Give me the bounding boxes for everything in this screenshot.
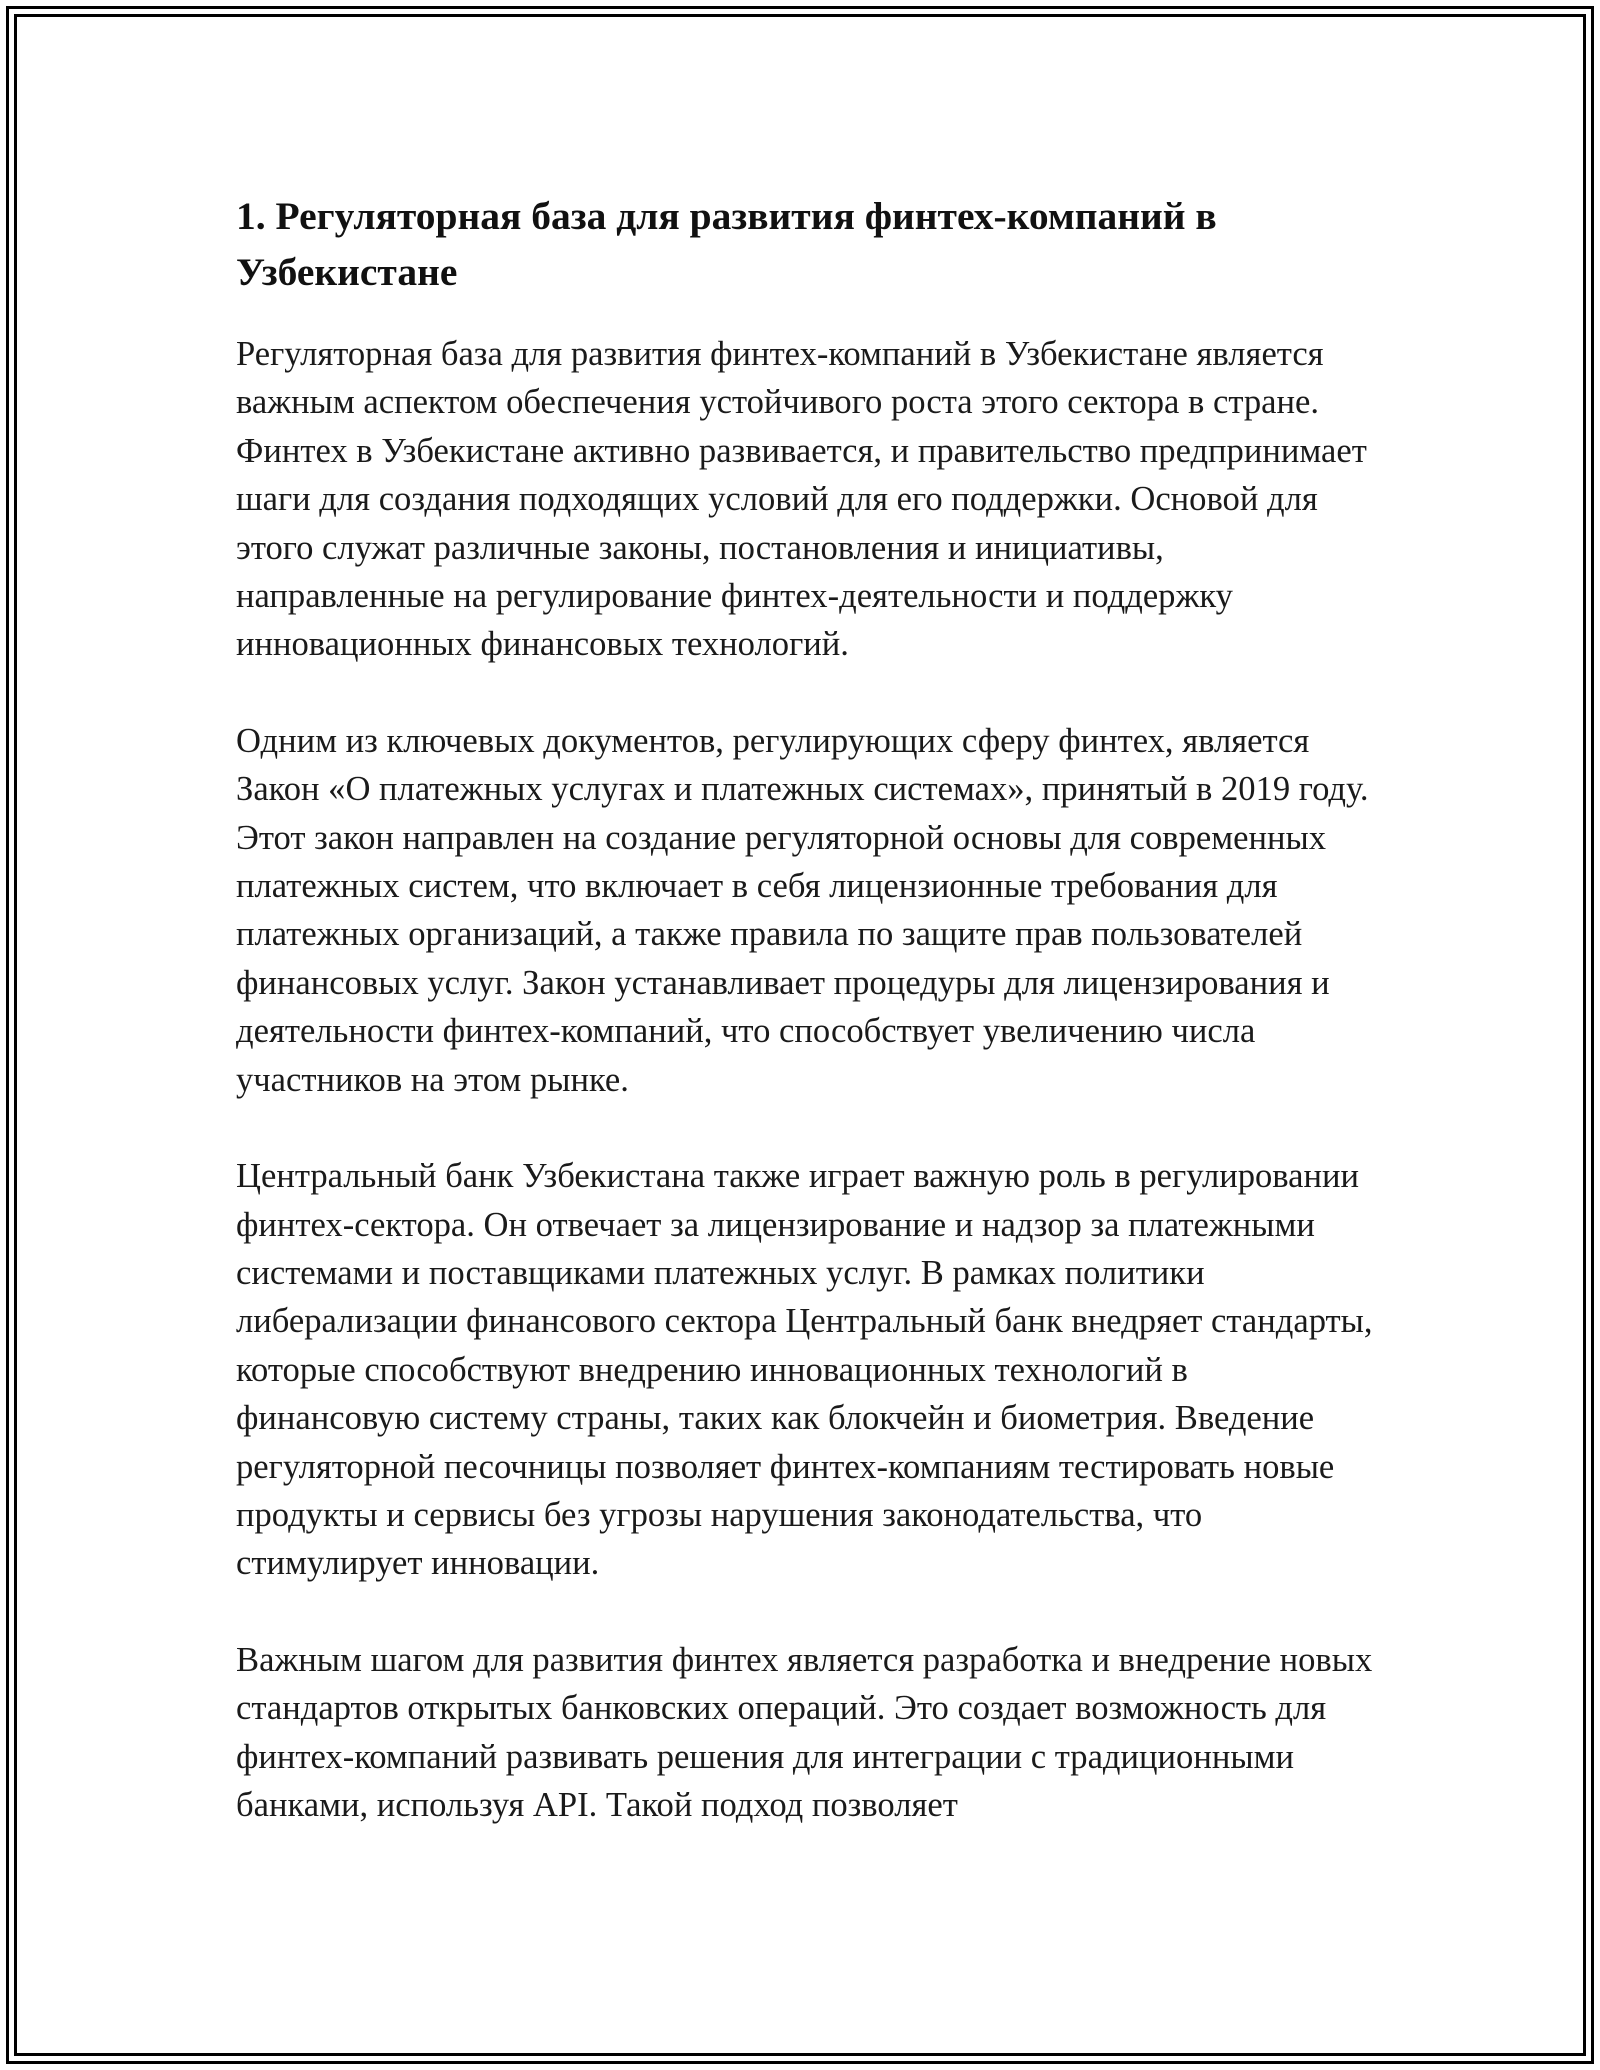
paragraph-2: Одним из ключевых документов, регулирующих сферу финтех, является Закон «О платежных услугах и платежных системах», принятый в 2019 году. Этот закон направлен на создание регуляторной основы для современных платежных систем, что включает в себя лицензионные требования для платежных организаций, а также правила по защите прав пользователей финансовых услуг. Закон устанавливает процедуры для лицензирования и деятельности финтех-компаний, что способствует увеличению числа участников на этом рынке.: [236, 721, 1369, 1099]
section-heading: 1. Регуляторная база для развития финтех-компаний в Узбекистане: [236, 194, 1217, 294]
paragraph-4: Важным шагом для развития финтех является разработка и внедрение новых стандартов открытых банковских операций. Это создает возможность для финтех-компаний развивать решения для интеграции с традиционными банками, используя API. Такой подход позволяет: [236, 1640, 1373, 1824]
paragraph-1: Регуляторная база для развития финтех-компаний в Узбекистане является важным аспектом обеспечения устойчивого роста этого сектора в стране. Финтех в Узбекистане активно развивается, и правительство предпринимает шаги для создания подходящих условий для его поддержки. Основой для этого служат различные законы, постановления и инициативы, направленные на регулирование финтех-деятельности и поддержку инновационных финансовых технологий.: [236, 335, 1367, 664]
document-body: [236, 188, 1376, 1877]
paragraph-3: Центральный банк Узбекистана также играет важную роль в регулировании финтех-сектора. Он отвечает за лицензирование и надзор за платежными системами и поставщиками платежных услуг. В рамках политики либерализации финансового сектора Центральный банк внедряет стандарты, которые способствуют внедрению инновационных технологий в финансовую систему страны, таких как блокчейн и биометрия. Введение регуляторной песочницы позволяет финтех-компаниям тестировать новые продукты и сервисы без угрозы нарушения законодательства, что стимулирует инновации.: [236, 1157, 1373, 1583]
